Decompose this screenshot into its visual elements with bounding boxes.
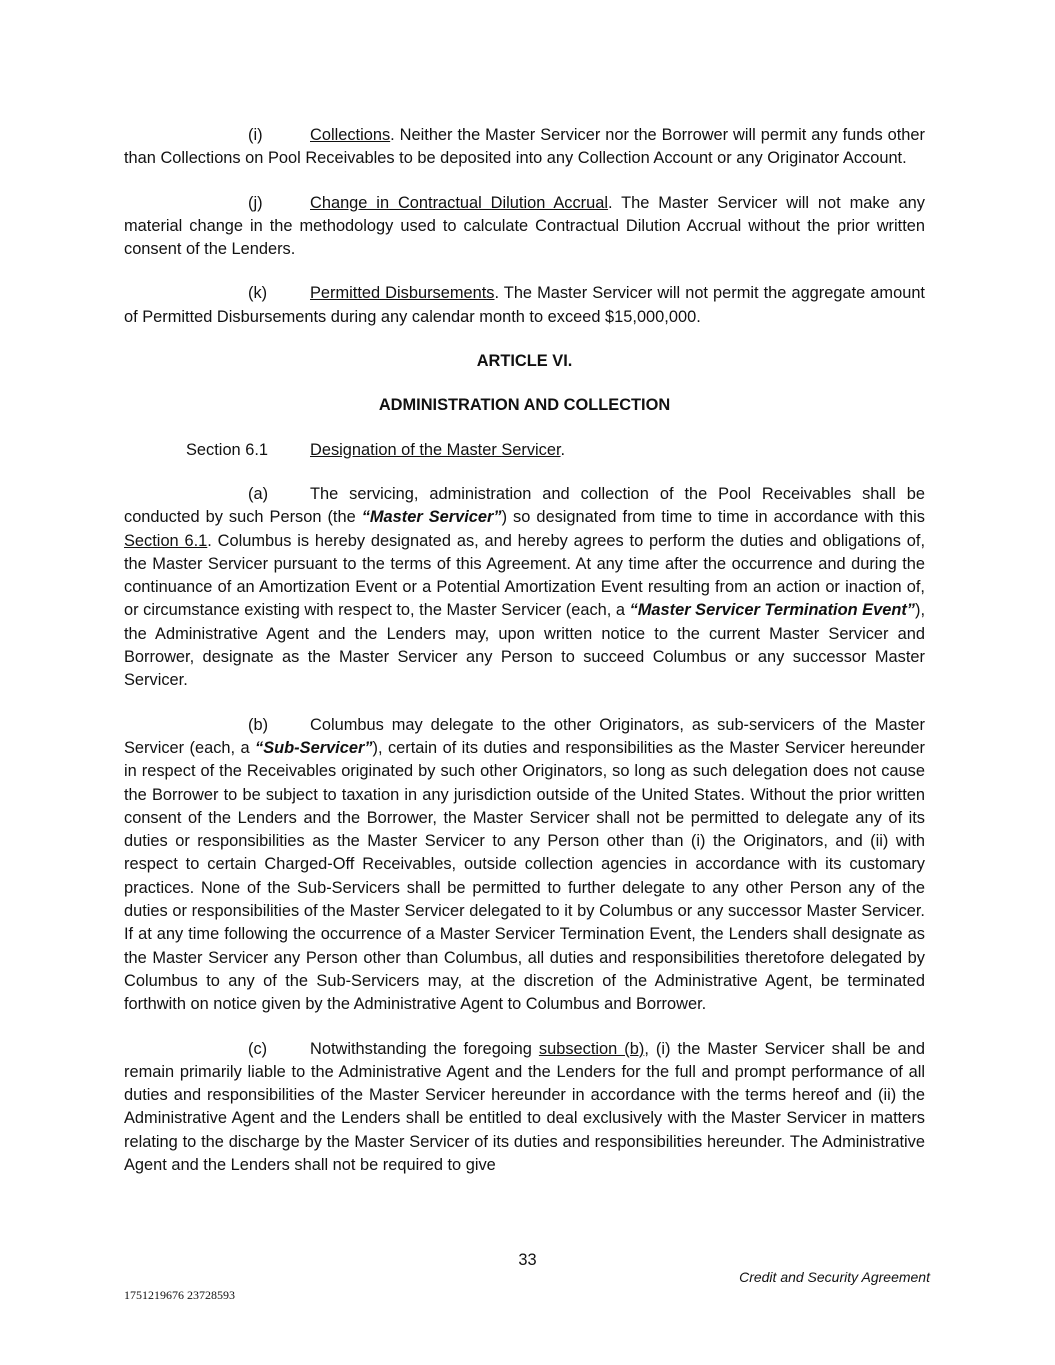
subsection-reference-link[interactable]: subsection (b) bbox=[538, 1039, 645, 1058]
section-number: Section 6.1 bbox=[186, 440, 269, 459]
paragraph-number: (k) bbox=[248, 284, 268, 303]
paragraph-text: . Columbus is hereby designated as, and hereby agrees to perform the duties and obligations of, the Master Servicer pursuant to the terms of this Agreement. At any time after the occurrence and during the continuance of an Amortization Event or a Potential Amortization Event resulting from an action or inaction of, or circumstance existing with respect to, the Master Servicer (each, a bbox=[124, 531, 925, 620]
section-reference-link[interactable]: Section 6.1 bbox=[124, 531, 208, 550]
section-title: Designation of the Master Servicer bbox=[310, 440, 561, 459]
defined-term-master-servicer: “Master Servicer” bbox=[361, 508, 502, 527]
paragraph-number: (j) bbox=[248, 193, 263, 212]
paragraph-title: Permitted Disbursements bbox=[310, 284, 495, 303]
paragraph-text: Notwithstanding the foregoing bbox=[310, 1039, 539, 1058]
defined-term-sub-servicer: “Sub-Servicer” bbox=[255, 738, 373, 757]
paragraph-j bbox=[124, 192, 925, 262]
paragraph-text: Columbus may delegate to the other Originators, as sub-servicers of the Master Servicer (each, a bbox=[124, 715, 925, 757]
paragraph-number: (b) bbox=[248, 715, 269, 734]
article-heading: ARTICLE VI. bbox=[476, 352, 573, 371]
footer-document-id: 1751219676 23728593 bbox=[124, 1288, 235, 1302]
document-page bbox=[124, 124, 925, 1198]
paragraph-title: Collections bbox=[310, 126, 391, 144]
paragraph-title: Change in Contractual Dilution Accrual bbox=[310, 193, 608, 212]
paragraph-i bbox=[124, 124, 925, 171]
paragraph-b bbox=[124, 714, 925, 1017]
section-title-end: . bbox=[560, 440, 566, 459]
paragraph-text: . The Master Servicer will not make any material change in the methodology used to calculate Contractual Dilution Accrual without the prior written consent of the Lenders. bbox=[124, 193, 925, 259]
defined-term-termination-event: “Master Servicer Termination Event” bbox=[629, 601, 915, 620]
paragraph-text: ) so designated from time to time in accordance with this bbox=[501, 508, 925, 527]
paragraph-number: (a) bbox=[248, 484, 269, 503]
article-title: ADMINISTRATION AND COLLECTION bbox=[378, 396, 671, 415]
paragraph-a bbox=[124, 483, 925, 693]
paragraph-text: ), the Administrative Agent and the Lenders may, upon written notice to the current Master Servicer and Borrower, designate as the Master Servicer any Person to succeed Columbus or any successor Master Servicer. bbox=[124, 601, 926, 690]
paragraph-text: ), certain of its duties and responsibilities as the Master Servicer hereunder in respect of the Receivables originated by such other Originators, so long as such delegation does not cause the Borrower to be subject to taxation in any jurisdiction outside of the United States. Without the prior written consent of the Lenders and the Borrower, the Master Servicer shall not be permitted to delegate any of its duties or responsibilities as the Master Servicer to any Person other than (i) the Originators, and (ii) with respect to certain Charged-Off Receivables, outside collection agencies in accordance with its customary practices. None of the Sub-Servicers shall be permitted to further delegate to any other Person any of the duties or responsibilities of the Master Servicer delegated to it by Columbus or any successor Master Servicer. If at any time following the occurrence of a Master Servicer Termination Event, the Lenders shall designate as the Master Servicer any Person other than Columbus, all duties and responsibilities theretofore delegated by Columbus to any of the Sub-Servicers may, at the discretion of the Administrative Agent, be terminated forthwith on notice given by the Administrative Agent to Columbus and Borrower. bbox=[124, 738, 925, 1014]
paragraph-k bbox=[124, 282, 925, 329]
paragraph-text: . Neither the Master Servicer nor the Borrower will permit any funds other than Collections on Pool Receivables to be deposited into any Collection Account or any Originator Account. bbox=[124, 126, 925, 168]
section-heading bbox=[124, 439, 925, 462]
paragraph-text: . The Master Servicer will not permit the aggregate amount of Permitted Disbursements during any calendar month to exceed $15,000,000. bbox=[124, 284, 925, 326]
page-number: 33 bbox=[518, 1251, 537, 1269]
paragraph-c bbox=[124, 1038, 925, 1178]
paragraph-text: The servicing, administration and collection of the Pool Receivables shall be conducted by such Person (the bbox=[124, 484, 925, 527]
paragraph-number: (c) bbox=[248, 1039, 268, 1058]
paragraph-number: (i) bbox=[248, 126, 263, 144]
footer-document-title: Credit and Security Agreement bbox=[739, 1269, 930, 1285]
paragraph-text: , (i) the Master Servicer shall be and remain primarily liable to the Administrative Agent and the Lenders for the full and prompt performance of all duties and responsibilities of the Master Servicer hereunder in accordance with the terms hereof and (ii) the Administrative Agent and the Lenders shall be entitled to deal exclusively with the Master Servicer in matters relating to the discharge by the Master Servicer of its duties and responsibilities hereunder. The Administrative Agent and the Lenders shall not be required to give bbox=[124, 1039, 925, 1174]
